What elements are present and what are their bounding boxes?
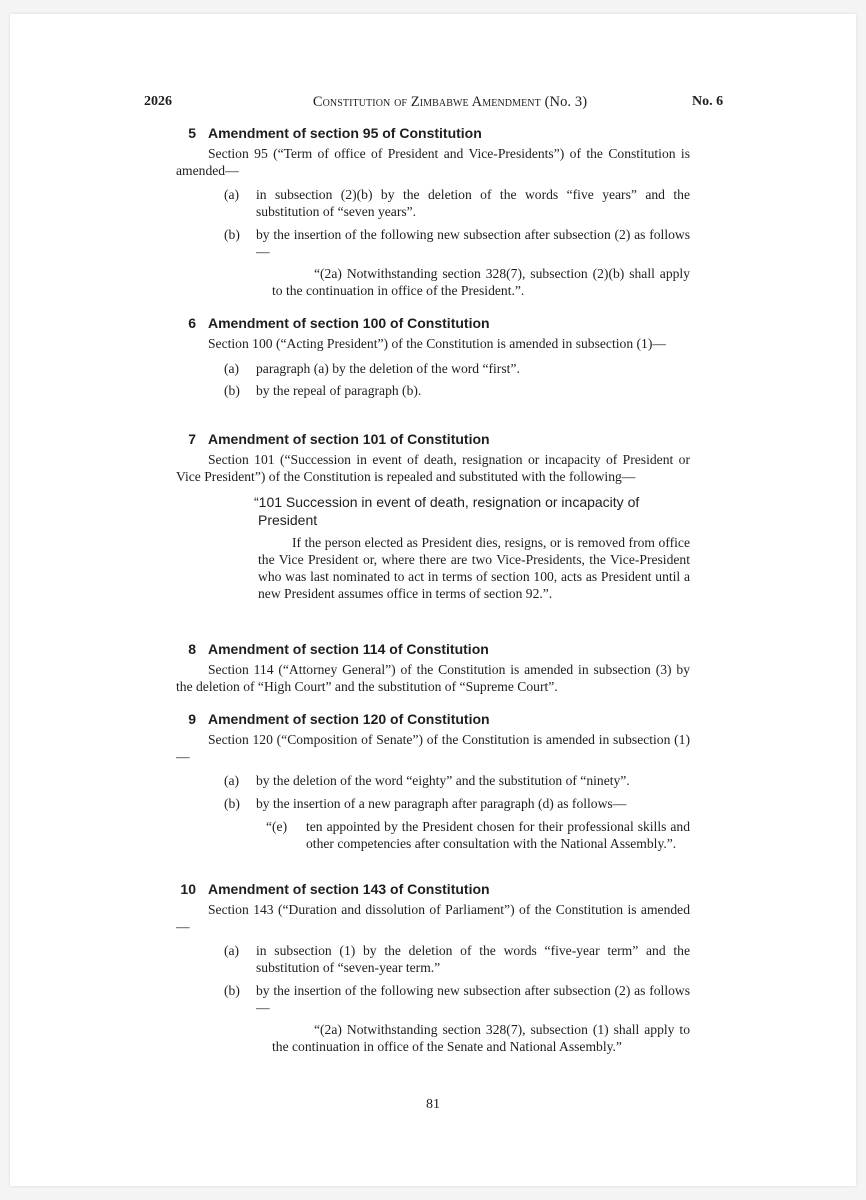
section-title: Amendment of section 143 of Constitution bbox=[208, 881, 490, 897]
header-title-suffix: (No. 3) bbox=[544, 94, 588, 110]
inserted-subsection: “(2a) Notwithstanding section 328(7), subsection (1) shall apply to the continuation in office of the Senate and National Assembly.” bbox=[272, 1022, 690, 1054]
section-6 bbox=[176, 314, 690, 406]
item-label: (a) bbox=[224, 943, 240, 959]
list-item bbox=[224, 187, 690, 220]
section-title: Amendment of section 114 of Constitution bbox=[208, 641, 489, 657]
item-label: (a) bbox=[224, 187, 240, 203]
section-number: 9 bbox=[188, 711, 196, 727]
section-heading bbox=[176, 314, 690, 332]
substituted-section-title: Succession in event of death, resignation or incapacity of President bbox=[258, 494, 640, 529]
section-intro: Section 114 (“Attorney General”) of the Constitution is amended in subsection (3) by the deletion of “High Court” and the substitution of “Supreme Court”. bbox=[176, 662, 690, 694]
section-intro: Section 120 (“Composition of Senate”) of the Constitution is amended in subsection (1)— bbox=[176, 732, 690, 764]
list-item bbox=[224, 983, 690, 1016]
item-text: by the insertion of the following new subsection after subsection (2) as follows— bbox=[256, 982, 690, 1015]
item-label: (a) bbox=[224, 773, 240, 789]
substituted-section-body: If the person elected as President dies, resigns, or is removed from office the Vice President or, where there are two Vice-Presidents, the Vice-President who was last nominated to act in terms of section 100, acts as President until a new President assumes office in terms of section 92.”. bbox=[258, 535, 690, 601]
item-text: in subsection (1) by the deletion of the words “five-year term” and the substitution of “seven-year term.” bbox=[256, 943, 690, 976]
section-heading bbox=[176, 710, 690, 728]
item-text: by the repeal of paragraph (b). bbox=[256, 383, 422, 399]
section-7 bbox=[176, 430, 690, 610]
list-item bbox=[224, 943, 690, 976]
header-year: 2026 bbox=[144, 94, 172, 109]
section-title: Amendment of section 120 of Constitution bbox=[208, 711, 490, 727]
section-intro: Section 101 (“Succession in event of death, resignation or incapacity of President or Vice President”) of the Constitution is repealed and substituted with the following— bbox=[176, 452, 690, 484]
list-item bbox=[224, 361, 690, 378]
item-text: paragraph (a) by the deletion of the word “first”. bbox=[256, 360, 520, 376]
section-number: 8 bbox=[188, 641, 196, 657]
header-title-main: Constitution of Zimbabwe Amendment bbox=[312, 94, 541, 110]
section-number: 10 bbox=[180, 881, 196, 897]
section-number: 6 bbox=[188, 315, 196, 331]
section-heading bbox=[176, 880, 690, 898]
item-label: (b) bbox=[224, 982, 240, 998]
header-issue-number: No. 6 bbox=[692, 94, 724, 109]
page-number: 81 bbox=[426, 1097, 440, 1112]
list-item bbox=[224, 383, 690, 400]
section-number: 7 bbox=[188, 431, 196, 447]
substituted-section-number: “101 bbox=[254, 494, 283, 511]
item-label: (b) bbox=[224, 796, 240, 812]
section-heading bbox=[176, 430, 690, 448]
section-intro: Section 143 (“Duration and dissolution of Parliament”) of the Constitution is amended— bbox=[176, 902, 690, 934]
list-item bbox=[224, 796, 690, 813]
header-title bbox=[290, 94, 610, 111]
item-text: by the insertion of a new paragraph after paragraph (d) as follows— bbox=[256, 796, 627, 812]
list-item bbox=[224, 773, 690, 790]
item-label: “(e) bbox=[266, 818, 288, 834]
section-intro: Section 95 (“Term of office of President and Vice-Presidents”) of the Constitution is amended— bbox=[176, 146, 690, 178]
item-text: in subsection (2)(b) by the deletion of the words “five years” and the substitution of “seven years”. bbox=[256, 187, 690, 220]
item-label: (b) bbox=[224, 383, 240, 399]
section-intro: Section 100 (“Acting President”) of the Constitution is amended in subsection (1)— bbox=[208, 336, 666, 351]
inserted-paragraph bbox=[266, 819, 690, 852]
list-item bbox=[224, 227, 690, 260]
section-8 bbox=[176, 640, 690, 703]
inserted-subsection: “(2a) Notwithstanding section 328(7), subsection (2)(b) shall apply to the continuation in office of the President.”. bbox=[272, 266, 690, 298]
section-title: Amendment of section 100 of Constitution bbox=[208, 315, 490, 331]
item-text: by the deletion of the word “eighty” and the substitution of “ninety”. bbox=[256, 773, 630, 789]
section-9 bbox=[176, 710, 690, 858]
item-text: by the insertion of the following new subsection after subsection (2) as follows— bbox=[256, 226, 690, 259]
item-label: (b) bbox=[224, 226, 240, 242]
section-title: Amendment of section 95 of Constitution bbox=[208, 125, 482, 141]
section-heading bbox=[176, 640, 690, 658]
item-label: (a) bbox=[224, 360, 240, 376]
section-heading bbox=[176, 124, 690, 142]
gazette-page bbox=[10, 14, 856, 1186]
substituted-section-heading bbox=[254, 493, 690, 529]
section-5 bbox=[176, 124, 690, 308]
section-title: Amendment of section 101 of Constitution bbox=[208, 431, 490, 447]
item-text: ten appointed by the President chosen for their professional skills and other competencies after consultation with the National Assembly.”. bbox=[306, 818, 690, 851]
section-number: 5 bbox=[188, 125, 196, 141]
section-10 bbox=[176, 880, 690, 1064]
